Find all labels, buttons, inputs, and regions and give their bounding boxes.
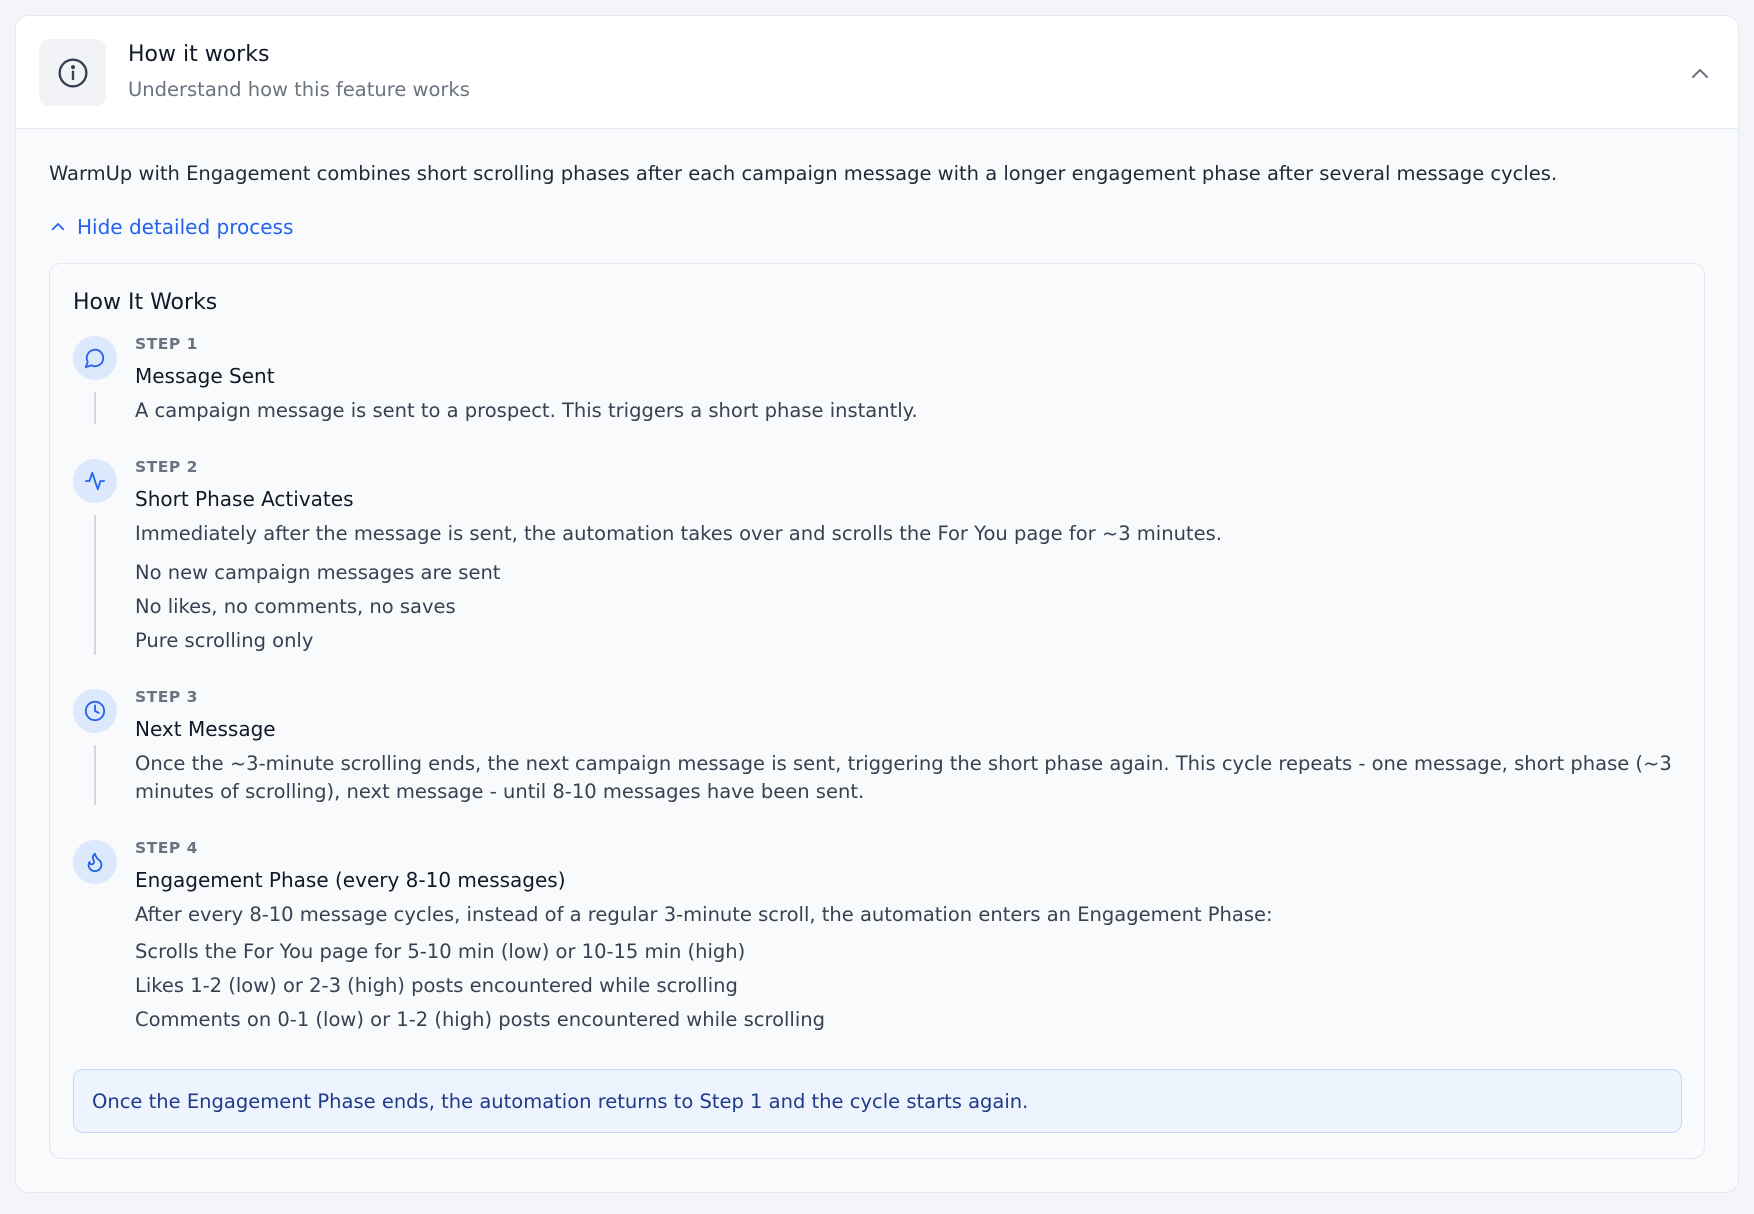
step-description: A campaign message is sent to a prospect. This triggers a short phase instantly.: [135, 399, 918, 422]
step-title: Short Phase Activates: [135, 487, 354, 511]
step-icon-circle: [73, 336, 117, 380]
clock-icon: [84, 700, 106, 722]
step-icon-circle: [73, 840, 117, 884]
step-title: Engagement Phase (every 8-10 messages): [135, 868, 566, 892]
list-item: No likes, no comments, no saves: [135, 595, 456, 618]
step-description: Once the ~3-minute scrolling ends, the next campaign message is sent, triggering the short phase again. This cycle repeats - one message, short phase (~3 minutes of scrolling), next message - until 8-10 messages have been sent.: [135, 752, 1672, 803]
step-bullet-list: [135, 938, 825, 1040]
how-it-works-card: [15, 15, 1739, 1193]
step-description: After every 8-10 message cycles, instead of a regular 3-minute scroll, the automation enters an Engagement Phase:: [135, 903, 1273, 926]
step-label: STEP 1: [135, 335, 198, 353]
process-panel: [49, 263, 1705, 1159]
intro-text: WarmUp with Engagement combines short scrolling phases after each campaign message with a longer engagement phase after several message cycles.: [49, 162, 1558, 185]
header-subtitle: Understand how this feature works: [128, 78, 470, 101]
list-item: No new campaign messages are sent: [135, 561, 501, 584]
chevron-up-icon[interactable]: [1688, 62, 1712, 86]
activity-icon: [84, 470, 106, 492]
process-title: How It Works: [73, 290, 218, 315]
hide-detailed-process-toggle[interactable]: [49, 215, 293, 239]
list-item: Pure scrolling only: [135, 629, 314, 652]
card-header[interactable]: [16, 16, 1738, 129]
step-title: Next Message: [135, 717, 276, 741]
message-bubble-icon: [84, 347, 106, 369]
step-connector: [94, 392, 96, 424]
step-connector: [94, 515, 96, 655]
step-title: Message Sent: [135, 364, 275, 388]
list-item: Scrolls the For You page for 5-10 min (low) or 10-15 min (high): [135, 940, 746, 963]
chevron-up-small-icon: [49, 218, 67, 236]
step-label: STEP 4: [135, 839, 198, 857]
toggle-label: Hide detailed process: [77, 215, 294, 239]
step-icon-circle: [73, 459, 117, 503]
list-item: Comments on 0-1 (low) or 1-2 (high) posts encountered while scrolling: [135, 1008, 825, 1031]
cycle-restart-notice: Once the Engagement Phase ends, the automation returns to Step 1 and the cycle starts again.: [73, 1069, 1682, 1133]
list-item: Likes 1-2 (low) or 2-3 (high) posts encountered while scrolling: [135, 974, 738, 997]
step-bullet-list: [135, 559, 500, 661]
step-connector: [94, 745, 96, 805]
step-icon-circle: [73, 689, 117, 733]
header-title: How it works: [128, 42, 270, 67]
step-label: STEP 2: [135, 458, 198, 476]
flame-icon: [84, 851, 106, 873]
step-label: STEP 3: [135, 688, 198, 706]
step-description: Immediately after the message is sent, the automation takes over and scrolls the For You page for ~3 minutes.: [135, 522, 1222, 545]
info-icon-box: [39, 39, 106, 106]
info-icon: [57, 57, 89, 89]
